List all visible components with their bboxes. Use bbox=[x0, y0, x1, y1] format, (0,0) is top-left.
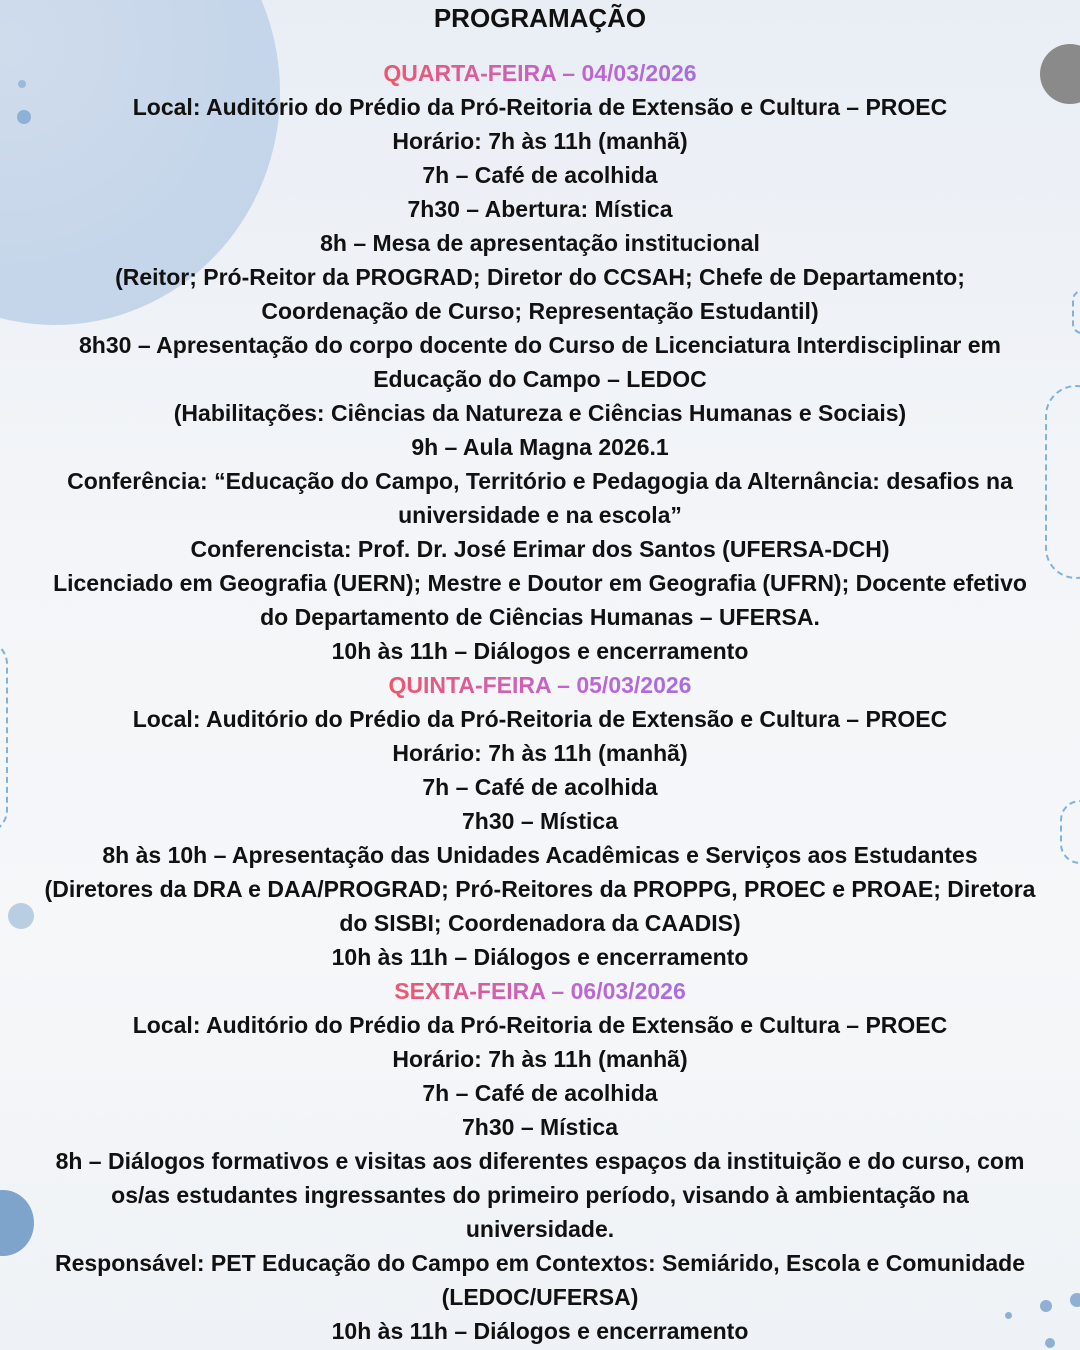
schedule-line: universidade. bbox=[465, 1216, 615, 1242]
schedule-line: os/as estudantes ingressantes do primeiro período, visando à ambientação na bbox=[111, 1182, 969, 1208]
schedule-line: 9h – Aula Magna 2026.1 bbox=[411, 434, 669, 460]
schedule-line: (LEDOC/UFERSA) bbox=[441, 1284, 639, 1310]
schedule-line: 7h30 – Mística bbox=[462, 808, 618, 834]
day-heading: QUINTA-FEIRA – 05/03/2026 bbox=[389, 668, 692, 702]
schedule-line: 7h – Café de acolhida bbox=[422, 1080, 658, 1106]
day-section-wednesday bbox=[0, 56, 1080, 668]
schedule-line: universidade e na escola” bbox=[398, 502, 682, 528]
schedule-line: 7h – Café de acolhida bbox=[422, 774, 658, 800]
day-section-friday bbox=[0, 974, 1080, 1348]
schedule-line: do Departamento de Ciências Humanas – UFERSA. bbox=[260, 604, 820, 630]
schedule-line: Horário: 7h às 11h (manhã) bbox=[392, 740, 688, 766]
page-title: PROGRAMAÇÃO bbox=[433, 3, 647, 33]
schedule-line: Coordenação de Curso; Representação Estudantil) bbox=[261, 298, 819, 324]
schedule-line: Horário: 7h às 11h (manhã) bbox=[392, 128, 688, 154]
schedule-line: (Habilitações: Ciências da Natureza e Ciências Humanas e Sociais) bbox=[173, 400, 907, 426]
schedule-line: Conferencista: Prof. Dr. José Erimar dos Santos (UFERSA-DCH) bbox=[190, 536, 890, 562]
schedule-line: 7h – Café de acolhida bbox=[422, 162, 658, 188]
schedule-line: 8h30 – Apresentação do corpo docente do Curso de Licenciatura Interdisciplinar em bbox=[79, 332, 1001, 358]
schedule-line: Educação do Campo – LEDOC bbox=[373, 366, 707, 392]
schedule-line: (Diretores da DRA e DAA/PROGRAD; Pró-Reitores da PROPPG, PROEC e PROAE; Diretora bbox=[44, 876, 1036, 902]
schedule-line: 7h30 – Mística bbox=[462, 1114, 618, 1140]
schedule-line: Local: Auditório do Prédio da Pró-Reitoria de Extensão e Cultura – PROEC bbox=[132, 1012, 948, 1038]
schedule-line: 8h – Diálogos formativos e visitas aos diferentes espaços da instituição e do curso, com bbox=[55, 1148, 1025, 1174]
schedule-line: Conferência: “Educação do Campo, Território e Pedagogia da Alternância: desafios na bbox=[67, 468, 1013, 494]
schedule-line: Local: Auditório do Prédio da Pró-Reitoria de Extensão e Cultura – PROEC bbox=[132, 94, 948, 120]
day-heading: QUARTA-FEIRA – 04/03/2026 bbox=[383, 56, 696, 90]
schedule-line: 10h às 11h – Diálogos e encerramento bbox=[331, 1318, 749, 1344]
day-section-thursday bbox=[0, 668, 1080, 974]
schedule-line: 8h – Mesa de apresentação institucional bbox=[320, 230, 760, 256]
schedule-line: Responsável: PET Educação do Campo em Contextos: Semiárido, Escola e Comunidade bbox=[54, 1250, 1026, 1276]
schedule-line: 8h às 10h – Apresentação das Unidades Acadêmicas e Serviços aos Estudantes bbox=[102, 842, 978, 868]
day-heading: SEXTA-FEIRA – 06/03/2026 bbox=[394, 974, 685, 1008]
schedule-line: 7h30 – Abertura: Mística bbox=[407, 196, 673, 222]
schedule-line: do SISBI; Coordenadora da CAADIS) bbox=[339, 910, 741, 936]
schedule-line: 10h às 11h – Diálogos e encerramento bbox=[331, 638, 749, 664]
schedule-line: (Reitor; Pró-Reitor da PROGRAD; Diretor do CCSAH; Chefe de Departamento; bbox=[115, 264, 965, 290]
schedule-line: Local: Auditório do Prédio da Pró-Reitoria de Extensão e Cultura – PROEC bbox=[132, 706, 948, 732]
schedule-line: 10h às 11h – Diálogos e encerramento bbox=[331, 944, 749, 970]
schedule-line: Licenciado em Geografia (UERN); Mestre e Doutor em Geografia (UFRN); Docente efetivo bbox=[53, 570, 1027, 596]
schedule-line: Horário: 7h às 11h (manhã) bbox=[392, 1046, 688, 1072]
